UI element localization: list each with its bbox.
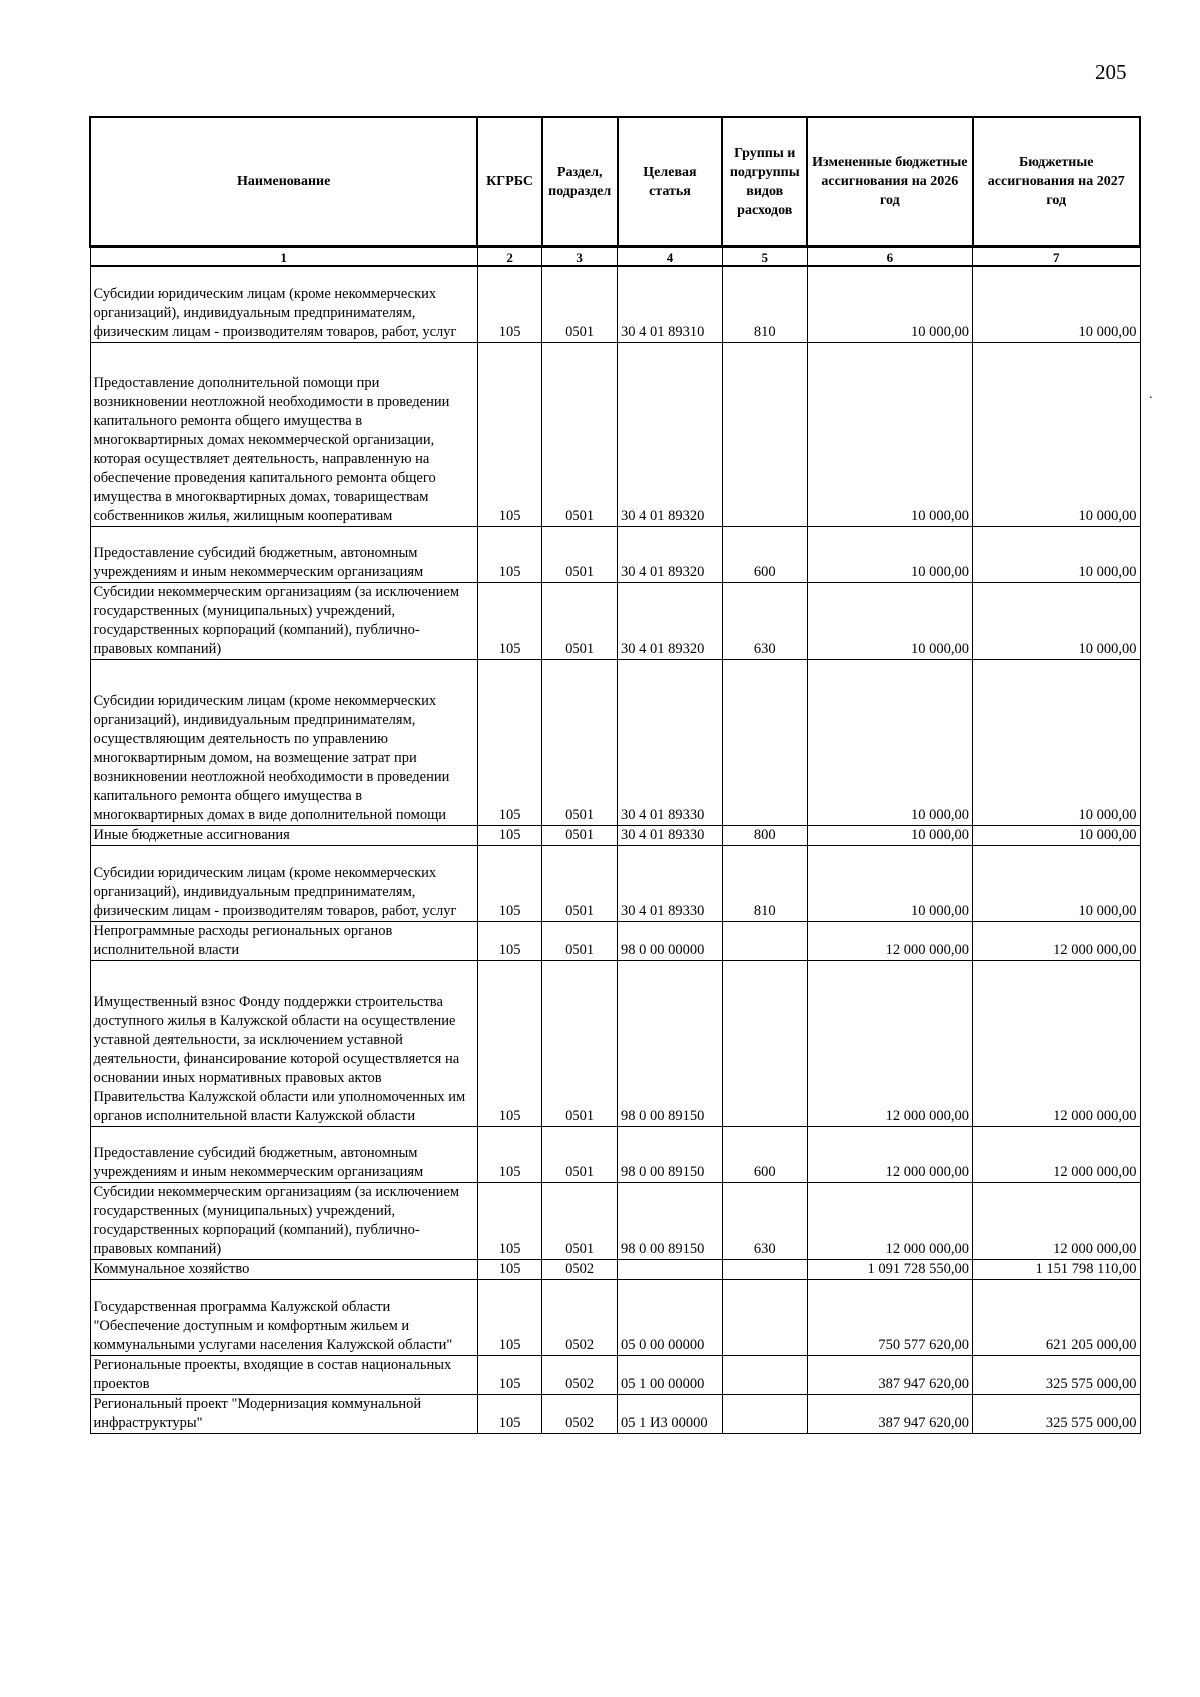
row-amount-2026: 10 000,00 — [807, 582, 972, 659]
row-name: Региональные проекты, входящие в состав национальных проектов — [90, 1355, 477, 1394]
budget-table — [89, 116, 1141, 1434]
row-section: 0501 — [542, 921, 618, 960]
row-group: 600 — [722, 526, 807, 582]
row-target: 98 0 00 89150 — [618, 1182, 723, 1259]
row-section: 0501 — [542, 659, 618, 825]
row-amount-2027: 325 575 000,00 — [973, 1394, 1140, 1433]
row-amount-2027: 10 000,00 — [973, 659, 1140, 825]
row-kgrbs: 105 — [477, 845, 542, 921]
row-amount-2026: 12 000 000,00 — [807, 960, 972, 1126]
row-kgrbs: 105 — [477, 342, 542, 526]
row-amount-2026: 1 091 728 550,00 — [807, 1259, 972, 1279]
row-group — [722, 960, 807, 1126]
row-kgrbs: 105 — [477, 1182, 542, 1259]
header-section: Раздел, подраздел — [542, 117, 618, 247]
row-kgrbs: 105 — [477, 266, 542, 342]
row-target: 05 0 00 00000 — [618, 1279, 723, 1355]
row-target: 98 0 00 89150 — [618, 1126, 723, 1182]
row-target: 05 1 00 00000 — [618, 1355, 723, 1394]
row-name: Региональный проект "Модернизация коммунальной инфраструктуры" — [90, 1394, 477, 1433]
row-name: Иные бюджетные ассигнования — [90, 825, 477, 845]
row-target: 30 4 01 89320 — [618, 342, 723, 526]
row-target: 30 4 01 89330 — [618, 659, 723, 825]
row-kgrbs: 105 — [477, 1259, 542, 1279]
row-kgrbs: 105 — [477, 960, 542, 1126]
row-amount-2027: 12 000 000,00 — [973, 1126, 1140, 1182]
row-section: 0502 — [542, 1394, 618, 1433]
row-section: 0501 — [542, 825, 618, 845]
row-group: 630 — [722, 582, 807, 659]
row-kgrbs: 105 — [477, 1279, 542, 1355]
column-number: 3 — [542, 247, 618, 267]
table-row — [90, 1259, 1140, 1279]
row-amount-2027: 10 000,00 — [973, 825, 1140, 845]
row-name: Предоставление субсидий бюджетным, автономным учреждениям и иным некоммерческим организациям — [90, 1126, 477, 1182]
column-number: 1 — [90, 247, 477, 267]
row-amount-2027: 12 000 000,00 — [973, 1182, 1140, 1259]
row-group: 810 — [722, 266, 807, 342]
row-amount-2026: 10 000,00 — [807, 659, 972, 825]
stray-mark: . — [1149, 387, 1153, 402]
row-section: 0502 — [542, 1355, 618, 1394]
row-amount-2026: 10 000,00 — [807, 825, 972, 845]
column-number: 6 — [807, 247, 972, 267]
row-group: 810 — [722, 845, 807, 921]
row-kgrbs: 105 — [477, 825, 542, 845]
row-kgrbs: 105 — [477, 1355, 542, 1394]
row-kgrbs: 105 — [477, 582, 542, 659]
table-row — [90, 1182, 1140, 1259]
row-group — [722, 342, 807, 526]
row-group — [722, 1355, 807, 1394]
row-name: Коммунальное хозяйство — [90, 1259, 477, 1279]
row-group — [722, 921, 807, 960]
table-row — [90, 582, 1140, 659]
row-target — [618, 1259, 723, 1279]
table-row — [90, 526, 1140, 582]
row-target: 30 4 01 89310 — [618, 266, 723, 342]
table-row — [90, 659, 1140, 825]
row-name: Государственная программа Калужской области "Обеспечение доступным и комфортным жильем и коммунальными услугами населения Калужской области" — [90, 1279, 477, 1355]
row-amount-2026: 10 000,00 — [807, 266, 972, 342]
row-group — [722, 1259, 807, 1279]
row-name: Субсидии юридическим лицам (кроме некоммерческих организаций), индивидуальным предпринимателям, осуществляющим деятельность по управлению многоквартирным домом, на возмещение затрат при возникновении неотложной необходимости в проведении капитального ремонта общего имущества в многоквартирных домах в виде дополнительной помощи — [90, 659, 477, 825]
row-group — [722, 1394, 807, 1433]
row-amount-2027: 10 000,00 — [973, 526, 1140, 582]
row-section: 0501 — [542, 526, 618, 582]
row-kgrbs: 105 — [477, 1126, 542, 1182]
row-kgrbs: 105 — [477, 526, 542, 582]
row-name: Предоставление субсидий бюджетным, автономным учреждениям и иным некоммерческим организациям — [90, 526, 477, 582]
table-row — [90, 845, 1140, 921]
header-groups: Группы и подгруппы видов расходов — [722, 117, 807, 247]
row-section: 0501 — [542, 266, 618, 342]
row-kgrbs: 105 — [477, 1394, 542, 1433]
table-row — [90, 1394, 1140, 1433]
row-name: Субсидии некоммерческим организациям (за исключением государственных (муниципальных) учреждений, государственных корпораций (компаний), публично-правовых компаний) — [90, 1182, 477, 1259]
header-target: Целевая статья — [618, 117, 723, 247]
row-amount-2026: 10 000,00 — [807, 526, 972, 582]
header-amount-2026: Измененные бюджетные ассигнования на 2026 год — [807, 117, 972, 247]
row-amount-2027: 325 575 000,00 — [973, 1355, 1140, 1394]
header-kgrbs: КГРБС — [477, 117, 542, 247]
row-amount-2027: 12 000 000,00 — [973, 921, 1140, 960]
row-target: 98 0 00 00000 — [618, 921, 723, 960]
row-section: 0501 — [542, 342, 618, 526]
row-kgrbs: 105 — [477, 659, 542, 825]
row-amount-2027: 10 000,00 — [973, 582, 1140, 659]
column-number: 7 — [973, 247, 1140, 267]
table-row — [90, 266, 1140, 342]
row-group: 600 — [722, 1126, 807, 1182]
table-row — [90, 1355, 1140, 1394]
row-section: 0501 — [542, 845, 618, 921]
row-amount-2026: 12 000 000,00 — [807, 1182, 972, 1259]
row-amount-2026: 10 000,00 — [807, 845, 972, 921]
header-name: Наименование — [90, 117, 477, 247]
column-number: 4 — [618, 247, 723, 267]
column-number: 5 — [722, 247, 807, 267]
row-amount-2027: 1 151 798 110,00 — [973, 1259, 1140, 1279]
row-amount-2027: 10 000,00 — [973, 845, 1140, 921]
row-amount-2027: 10 000,00 — [973, 342, 1140, 526]
row-name: Имущественный взнос Фонду поддержки строительства доступного жилья в Калужской области на осуществление уставной деятельности, за исключением уставной деятельности, финансирование которой осуществляется на основании иных нормативных правовых актов Правительства Калужской области или уполномоченных им органов исполнительной власти Калужской области — [90, 960, 477, 1126]
row-amount-2026: 10 000,00 — [807, 342, 972, 526]
table-row — [90, 1279, 1140, 1355]
table-row — [90, 342, 1140, 526]
row-amount-2026: 12 000 000,00 — [807, 1126, 972, 1182]
header-amount-2027: Бюджетные ассигнования на 2027 год — [973, 117, 1140, 247]
header-row — [90, 117, 1140, 247]
row-group: 800 — [722, 825, 807, 845]
row-section: 0502 — [542, 1259, 618, 1279]
row-amount-2026: 387 947 620,00 — [807, 1394, 972, 1433]
row-name: Субсидии некоммерческим организациям (за исключением государственных (муниципальных) учреждений, государственных корпораций (компаний), публично-правовых компаний) — [90, 582, 477, 659]
row-name: Предоставление дополнительной помощи при возникновении неотложной необходимости в проведении капитального ремонта общего имущества в многоквартирных домах некоммерческой организации, которая осуществляет деятельность, направленную на обеспечение проведения капитального ремонта общего имущества в многоквартирных домах, товариществам собственников жилья, жилищным кооперативам — [90, 342, 477, 526]
row-amount-2027: 12 000 000,00 — [973, 960, 1140, 1126]
row-target: 30 4 01 89330 — [618, 825, 723, 845]
row-target: 30 4 01 89330 — [618, 845, 723, 921]
row-target: 30 4 01 89320 — [618, 582, 723, 659]
column-number: 2 — [477, 247, 542, 267]
row-group — [722, 659, 807, 825]
row-amount-2027: 10 000,00 — [973, 266, 1140, 342]
row-section: 0501 — [542, 1182, 618, 1259]
row-section: 0501 — [542, 960, 618, 1126]
row-target: 05 1 И3 00000 — [618, 1394, 723, 1433]
row-name: Субсидии юридическим лицам (кроме некоммерческих организаций), индивидуальным предпринимателям, физическим лицам - производителям товаров, работ, услуг — [90, 266, 477, 342]
row-target: 30 4 01 89320 — [618, 526, 723, 582]
row-amount-2026: 750 577 620,00 — [807, 1279, 972, 1355]
row-name: Субсидии юридическим лицам (кроме некоммерческих организаций), индивидуальным предпринимателям, физическим лицам - производителям товаров, работ, услуг — [90, 845, 477, 921]
table-row — [90, 921, 1140, 960]
row-name: Непрограммные расходы региональных органов исполнительной власти — [90, 921, 477, 960]
table-row — [90, 825, 1140, 845]
column-numbers-row — [90, 247, 1140, 267]
row-section: 0501 — [542, 582, 618, 659]
row-section: 0501 — [542, 1126, 618, 1182]
row-amount-2027: 621 205 000,00 — [973, 1279, 1140, 1355]
row-group: 630 — [722, 1182, 807, 1259]
table-row — [90, 960, 1140, 1126]
row-kgrbs: 105 — [477, 921, 542, 960]
row-amount-2026: 387 947 620,00 — [807, 1355, 972, 1394]
page-number: 205 — [1095, 60, 1127, 84]
row-section: 0502 — [542, 1279, 618, 1355]
row-amount-2026: 12 000 000,00 — [807, 921, 972, 960]
table-row — [90, 1126, 1140, 1182]
row-group — [722, 1279, 807, 1355]
row-target: 98 0 00 89150 — [618, 960, 723, 1126]
